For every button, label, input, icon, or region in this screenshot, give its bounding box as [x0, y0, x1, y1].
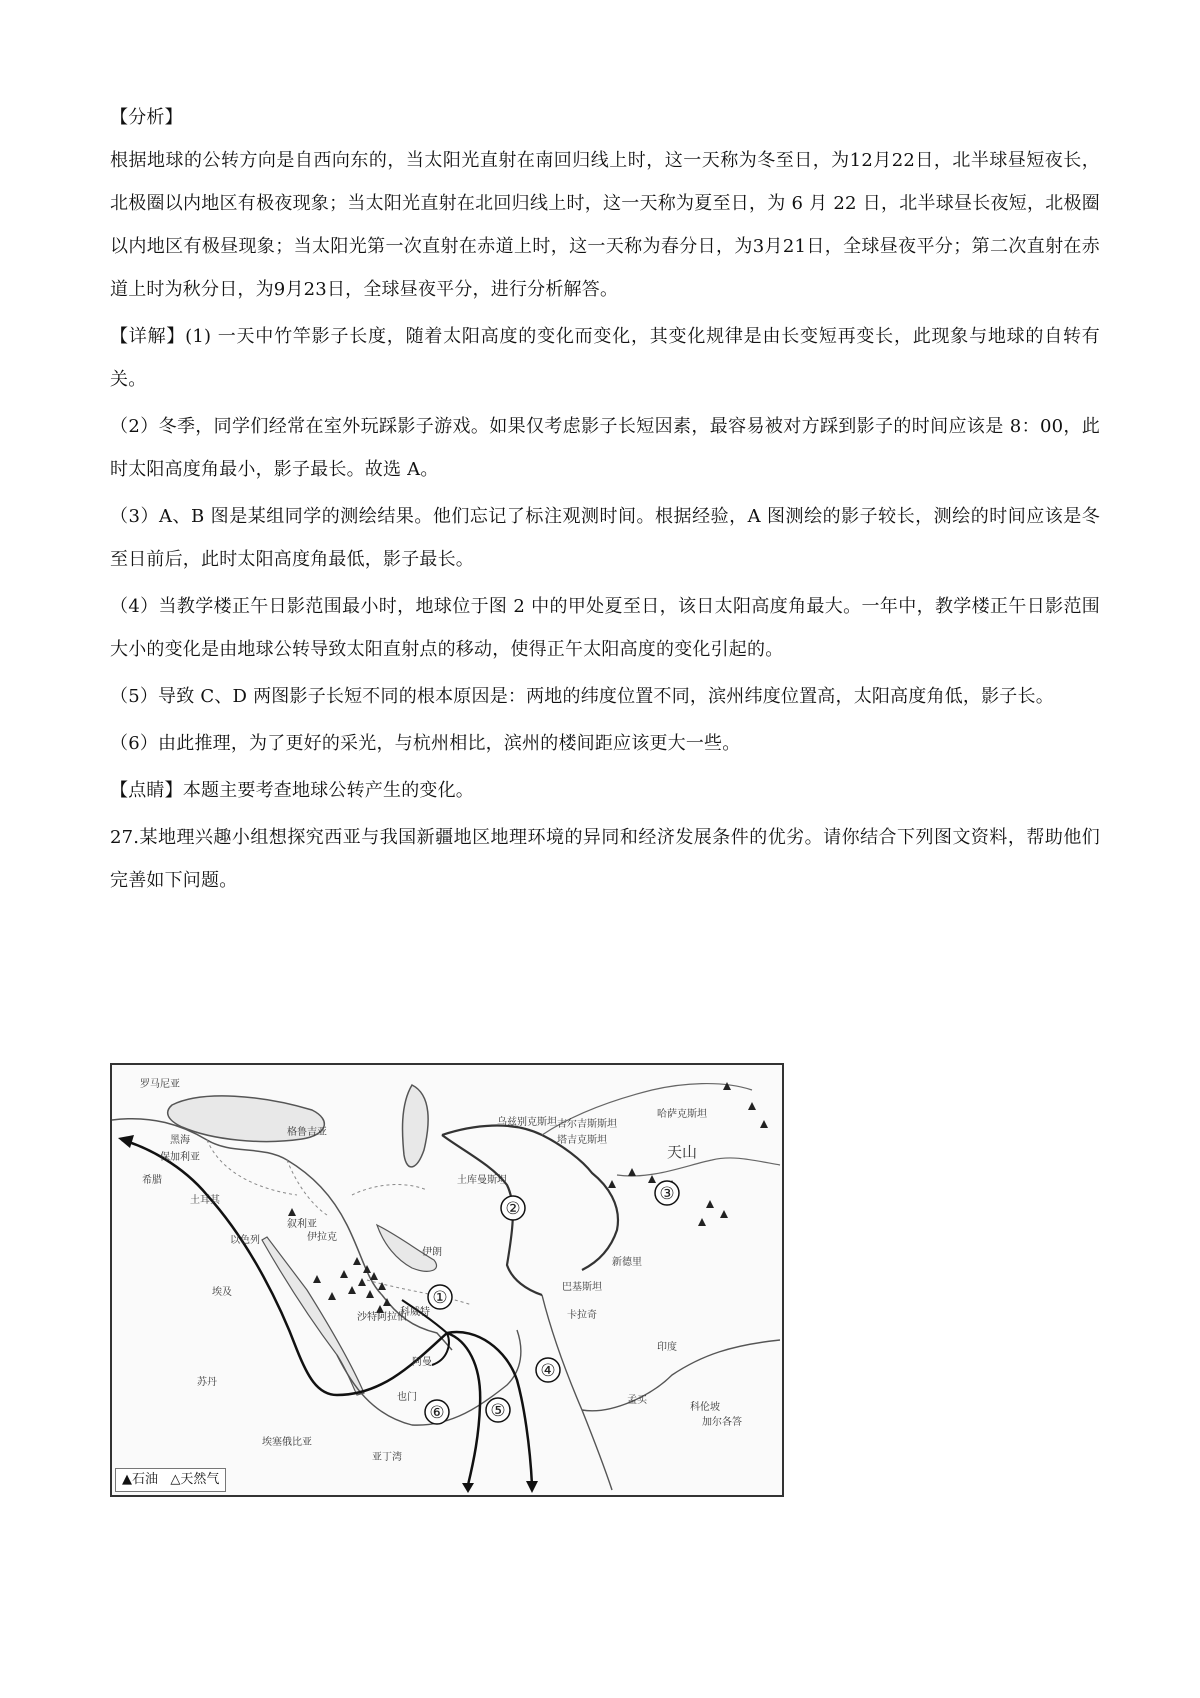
- detail-paragraph-1: [110, 315, 1100, 401]
- oil-marker: [288, 1208, 296, 1216]
- oil-marker: [370, 1272, 378, 1280]
- place-name: 土耳其: [190, 1195, 220, 1206]
- legend-oil: ▲石油: [122, 1472, 158, 1487]
- route-5: [447, 1333, 480, 1485]
- detail-paragraph-5: （5）导致 C、D 两图影子长短不同的根本原因是：两地的纬度位置不同，滨州纬度位置高，太阳高度角低，影子长。: [110, 686, 1054, 707]
- detail-paragraph-6: （6）由此推理，为了更好的采光，与杭州相比，滨州的楼间距应该更大一些。: [110, 733, 741, 754]
- route-label-1: [428, 1285, 452, 1309]
- question-27: 27.某地理兴趣小组想探究西亚与我国新疆地区地理环境的异同和经济发展条件的优劣。请你结合下列图文资料，帮助他们完善如下问题。: [110, 827, 1100, 891]
- oil-marker: [366, 1290, 374, 1298]
- analysis-heading: 【分析】: [110, 107, 183, 128]
- svg-text:⑥: ⑥: [429, 1403, 445, 1423]
- svg-text:②: ②: [505, 1199, 521, 1219]
- place-name: 新德里: [612, 1257, 642, 1268]
- place-name: 塔吉克斯坦: [557, 1135, 607, 1146]
- svg-text:①: ①: [432, 1288, 448, 1308]
- border-misc: [207, 1140, 472, 1305]
- place-name: 以色列: [230, 1235, 260, 1246]
- oil-marker: [340, 1270, 348, 1278]
- place-name: 黑海: [170, 1135, 190, 1146]
- map-canvas: [112, 1065, 782, 1495]
- oil-marker: [328, 1292, 336, 1300]
- detail-paragraph-3: （3）A、B 图是某组同学的测绘结果。他们忘记了标注观测时间。根据经验，A 图测绘的影子较长，测绘的时间应该是冬至日前后，此时太阳高度角最低，影子最长。: [110, 506, 1100, 570]
- place-name: 格鲁吉亚: [287, 1127, 327, 1138]
- place-name: 哈萨克斯坦: [657, 1109, 707, 1120]
- route-label-6: [425, 1400, 449, 1424]
- border-iran-afghanistan: [442, 1135, 542, 1295]
- svg-text:③: ③: [659, 1184, 675, 1204]
- oil-marker: [723, 1082, 731, 1090]
- oil-marker: [648, 1175, 656, 1183]
- route-arrow-east: [526, 1481, 538, 1493]
- india-coast: [542, 1295, 780, 1490]
- place-name: 罗马尼亚: [140, 1079, 180, 1090]
- detail-paragraph-4: （4）当教学楼正午日影范围最小时，地球位于图 2 中的甲处夏至日，该日太阳高度角最大。一年中，教学楼正午日影范围大小的变化是由地球公转导致太阳直射点的移动，使得正午太阳高度的变化引起的。: [110, 596, 1100, 660]
- comment-heading: 【点睛】: [110, 780, 183, 801]
- oil-marker: [720, 1210, 728, 1218]
- detail-text-1: (1) 一天中竹竿影子长度，随着太阳高度的变化而变化，其变化规律是由长变短再变长，此现象与地球的自转有关。: [110, 326, 1100, 390]
- oil-marker: [628, 1168, 636, 1176]
- place-name: 土库曼斯坦: [457, 1175, 507, 1186]
- place-name: 也门: [397, 1392, 417, 1403]
- route-arrow-south: [462, 1483, 474, 1493]
- place-name: 科伦坡: [690, 1402, 720, 1413]
- analysis-paragraph: 根据地球的公转方向是自西向东的，当太阳光直射在南回归线上时，这一天称为冬至日，为12月22日，北半球昼短夜长，北极圈以内地区有极夜现象；当太阳光直射在北回归线上时，这一天称为夏至日，为 6 月 22 日，北半球昼长夜短，北极圈以内地区有极昼现象；当太阳光第一次直射在赤道上时，这一天称为春分日，为3月21日，全球昼夜平分；第二次直射在赤道上时为秋分日，为9月23日，全球昼夜平分，进行分析解答。: [110, 150, 1100, 300]
- place-name: 加尔各答: [702, 1417, 742, 1428]
- caspian-sea: [402, 1085, 428, 1167]
- route-label-5: [486, 1398, 510, 1422]
- place-name: 苏丹: [197, 1377, 217, 1388]
- svg-text:⑤: ⑤: [490, 1401, 506, 1421]
- place-name: 叙利亚: [287, 1219, 317, 1230]
- place-name: 吉尔吉斯斯坦: [557, 1119, 617, 1130]
- oil-marker: [608, 1180, 616, 1188]
- oil-marker: [358, 1278, 366, 1286]
- oil-marker: [698, 1218, 706, 1226]
- west-asia-map: [110, 1063, 784, 1497]
- route-label-2: [501, 1196, 525, 1220]
- detail-paragraph-2: （2）冬季，同学们经常在室外玩踩影子游戏。如果仅考虑影子长短因素，最容易被对方踩到影子的时间应该是 8：00，此时太阳高度角最小，影子最长。故选 A。: [110, 416, 1100, 480]
- place-name: 阿曼: [412, 1357, 432, 1368]
- place-name: 保加利亚: [160, 1152, 200, 1163]
- map-legend: [115, 1468, 226, 1492]
- document-content: [110, 96, 1100, 902]
- legend-gas: △天然气: [170, 1472, 220, 1487]
- route-arrow-west: [118, 1135, 134, 1148]
- oil-marker: [353, 1257, 361, 1265]
- place-name: 埃及: [212, 1287, 232, 1298]
- border-central-asia: [442, 1126, 618, 1270]
- comment-text: 本题主要考查地球公转产生的变化。: [182, 780, 475, 801]
- place-name: 伊拉克: [307, 1232, 337, 1243]
- place-name: 卡拉奇: [567, 1310, 597, 1321]
- place-name: 乌兹别克斯坦: [497, 1117, 557, 1128]
- place-name: 科威特: [400, 1307, 430, 1318]
- place-name: 印度: [657, 1342, 677, 1353]
- svg-text:④: ④: [540, 1361, 556, 1381]
- oil-marker: [383, 1298, 391, 1306]
- oil-marker: [748, 1102, 756, 1110]
- place-name: 巴基斯坦: [562, 1282, 602, 1293]
- comment-paragraph: [110, 769, 1100, 812]
- red-sea: [262, 1237, 364, 1395]
- place-name: 沙特阿拉伯: [357, 1312, 407, 1323]
- oil-marker: [348, 1286, 356, 1294]
- route-label-3: [655, 1181, 679, 1205]
- route-label-4: [536, 1358, 560, 1382]
- oil-marker: [313, 1275, 321, 1283]
- place-name: 天山: [667, 1143, 698, 1161]
- place-name: 埃塞俄比亚: [262, 1437, 312, 1448]
- place-name: 希腊: [142, 1175, 162, 1186]
- oil-marker: [760, 1120, 768, 1128]
- place-name: 孟买: [627, 1395, 647, 1406]
- place-name: 伊朗: [422, 1247, 442, 1258]
- detail-heading: 【详解】: [110, 326, 186, 347]
- place-name: 亚丁湾: [372, 1452, 402, 1463]
- oil-marker: [706, 1200, 714, 1208]
